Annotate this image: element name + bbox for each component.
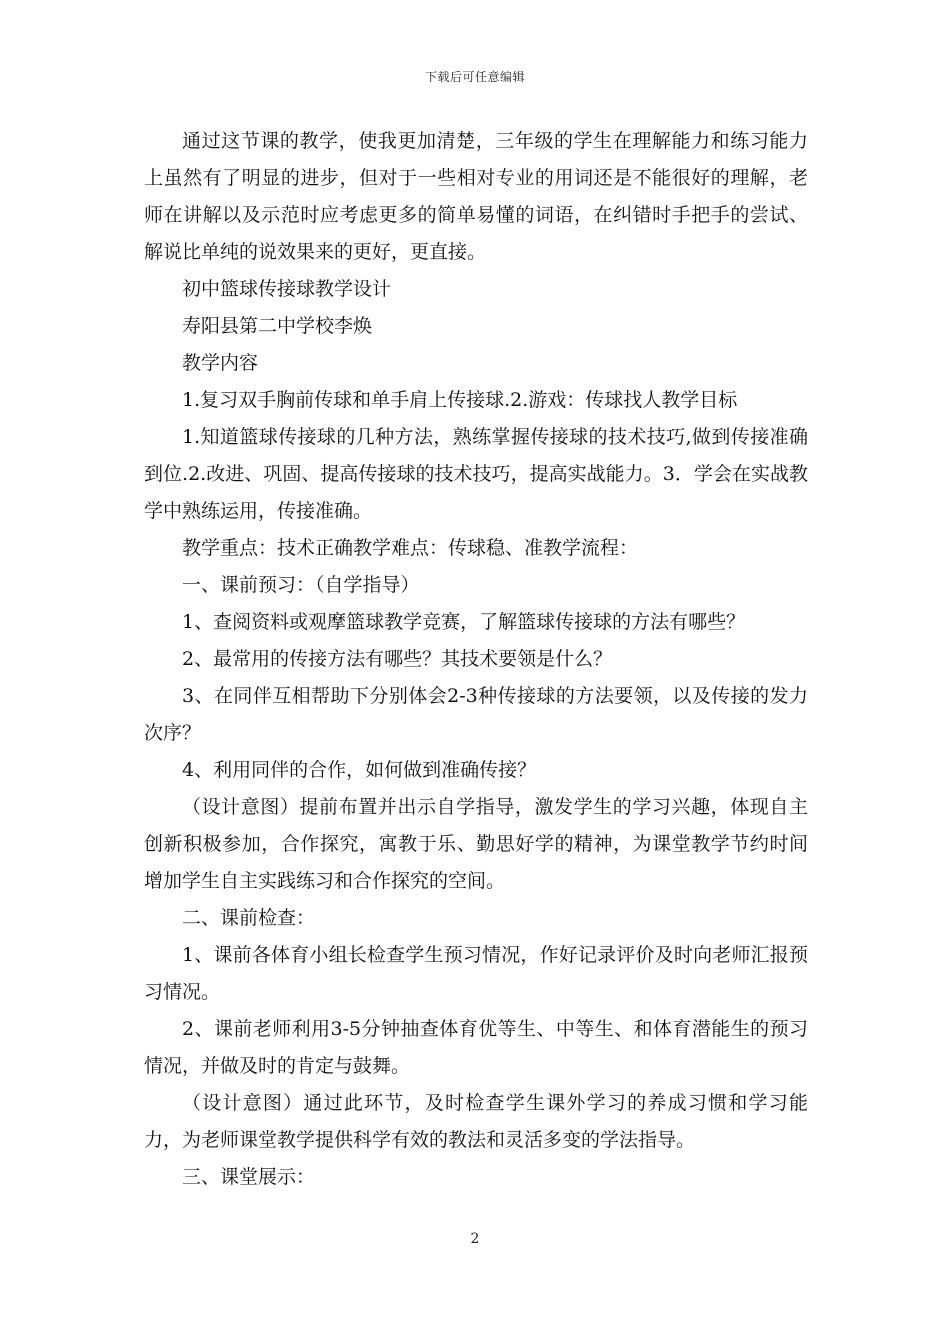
section-heading-check: 二、课前检查： (182, 907, 316, 929)
paragraph-objectives: 1.知道篮球传接球的几种方法，熟练掌握传接球的技术技巧,做到传接准确到位.2.改进、巩固、提高传接球的技术技巧，提高实战能力。3．学会在实战教学中熟练运用，传接准确。 (144, 426, 808, 522)
paragraph-design-intent-1: （设计意图）提前布置并出示自学指导，激发学生的学习兴趣，体现自主创新积极参加，合作探究，寓教于乐、勤思好学的精神，为课堂教学节约时间增加学生自主实践练习和合作探究的空间。 (144, 796, 808, 892)
section-heading-display: 三、课堂展示： (182, 1166, 316, 1188)
page-number: 2 (470, 1231, 480, 1247)
section-heading-preview: 一、课前预习：（自学指导） (182, 574, 420, 596)
paragraph-design-intent-2: （设计意图）通过此环节，及时检查学生课外学习的养成习惯和学习能力，为老师课堂教学提供科学有效的教法和灵活多变的学法指导。 (144, 1092, 808, 1151)
paragraph-reflection: 通过这节课的教学，使我更加清楚，三年级的学生在理解能力和练习能力上虽然有了明显的进步，但对于一些相对专业的用词还是不能很好的理解，老师在讲解以及示范时应考虑更多的简单易懂的词语，在纠错时手把手的尝试、解说比单纯的说效果来的更好，更直接。 (144, 130, 808, 263)
list-item-preview-1: 1、查阅资料或观摩篮球教学竞赛，了解篮球传接球的方法有哪些？ (182, 611, 746, 633)
list-item-preview-3: 3、在同伴互相帮助下分别体会2-3种传接球的方法要领，以及传接的发力次序？ (144, 685, 808, 744)
paragraph-content-items: 1.复习双手胸前传球和单手肩上传接球.2.游戏：传球找人教学目标 (182, 389, 738, 411)
document-title: 初中篮球传接球教学设计 (182, 278, 392, 300)
list-item-check-1: 1、课前各体育小组长检查学生预习情况，作好记录评价及时向老师汇报预习情况。 (144, 944, 808, 1003)
section-heading-content: 教学内容 (182, 352, 259, 374)
list-item-preview-4: 4、利用同伴的合作，如何做到准确传接？ (182, 759, 537, 781)
paragraph-key-points: 教学重点：技术正确教学难点：传球稳、准教学流程： (182, 537, 639, 559)
list-item-check-2: 2、课前老师利用3-5分钟抽查体育优等生、中等生、和体育潜能生的预习情况，并做及时的肯定与鼓舞。 (144, 1018, 808, 1077)
document-author: 寿阳县第二中学校李焕 (182, 315, 373, 337)
list-item-preview-2: 2、最常用的传接方法有哪些？其技术要领是什么？ (182, 648, 613, 670)
document-body (144, 123, 808, 1196)
page-header: 下载后可任意编辑 (424, 70, 525, 84)
